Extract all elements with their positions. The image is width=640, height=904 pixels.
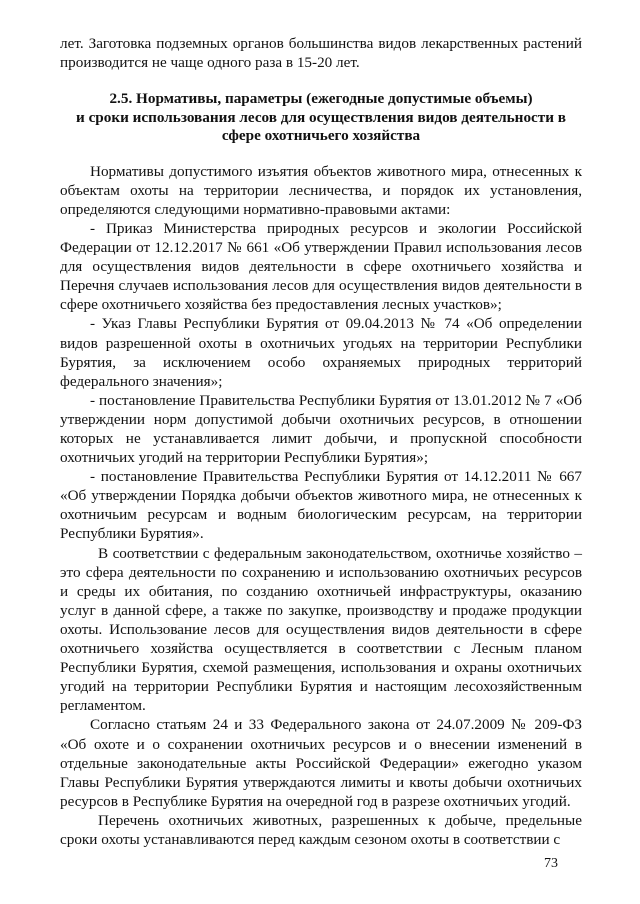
list-item-decree-74: - Указ Главы Республики Бурятия от 09.04.2013 № 74 «Об определении видов разрешенной охоты в охотничьих угодьях на территории Республики Бурятия, за исключением особо охраняемых природных территорий федерального значения»; [60,315,582,390]
intro-paragraph: лет. Заготовка подземных органов большинства видов лекарственных растений производится не чаще одного раза в 15-20 лет. [60,35,582,72]
heading-line-3: сфере охотничьего хозяйства [221,127,421,145]
heading-line-1: 2.5. Нормативы, параметры (ежегодные допустимые объемы) [109,90,533,108]
paragraph-federal-law: В соответствии с федеральным законодательством, охотничье хозяйство – это сфера деятельности по сохранению и использованию охотничьих ресурсов и среды их обитания, по созданию охотничьей инфраструктуры, оказанию услуг в данной сфере, а также по закупке, производству и продаже продукции охоты. Использование лесов для осуществления видов деятельности в сфере охотничьего хозяйства осуществляется в соответствии с Лесным планом Республики Бурятия, схемой размещения, использования и охраны охотничьих угодий на территории Республики Бурятия и настоящим лесохозяйственным регламентом. [60,544,582,715]
paragraph-hunting-list: Перечень охотничьих животных, разрешенных к добыче, предельные сроки охоты устанавливаются перед каждым сезоном охоты в соответствии с [60,811,582,848]
paragraph-normatives: Нормативы допустимого изъятия объектов животного мира, отнесенных к объектам охоты на территории лесничества, и порядок их установления, определяются следующими нормативно-правовыми актами: [60,162,582,218]
page-number: 73 [544,856,558,871]
section-heading [70,90,572,146]
paragraph-articles-24-33: Согласно статьям 24 и 33 Федерального закона от 24.07.2009 № 209-ФЗ «Об охоте и о сохранении охотничьих ресурсов и о внесении изменений в отдельные законодательные акты Российской Федерации» ежегодно указом Главы Республики Бурятия утверждаются лимиты и квоты добычи охотничьих ресурсов в Республике Бурятия на очередной год в разрезе охотничьих угодий. [60,716,582,810]
list-item-resolution-7: - постановление Правительства Республики Бурятия от 13.01.2012 № 7 «Об утверждении норм допустимой добычи охотничьих ресурсов, в отношении которых не устанавливается лимит добычи, и пропускной способности охотничьих угодий на территории Республики Бурятия»; [60,391,582,467]
heading-line-2: и сроки использования лесов для осуществления видов деятельности в [76,108,566,126]
list-item-order-661: - Приказ Министерства природных ресурсов и экологии Российской Федерации от 12.12.2017 № 661 «Об утверждении Правил использования лесов для осуществления видов деятельности в сфере охотничьего хозяйства и Перечня случаев использования лесов для осуществления видов деятельности в сфере охотничьего хозяйства без предоставления лесных участков»; [60,219,582,314]
list-item-resolution-667: - постановление Правительства Республики Бурятия от 14.12.2011 № 667 «Об утверждении Порядка добычи объектов животного мира, не отнесенных к охотничьим ресурсам и водным биологическим ресурсам, на территории Республики Бурятия». [60,468,582,543]
document-page [60,34,582,849]
